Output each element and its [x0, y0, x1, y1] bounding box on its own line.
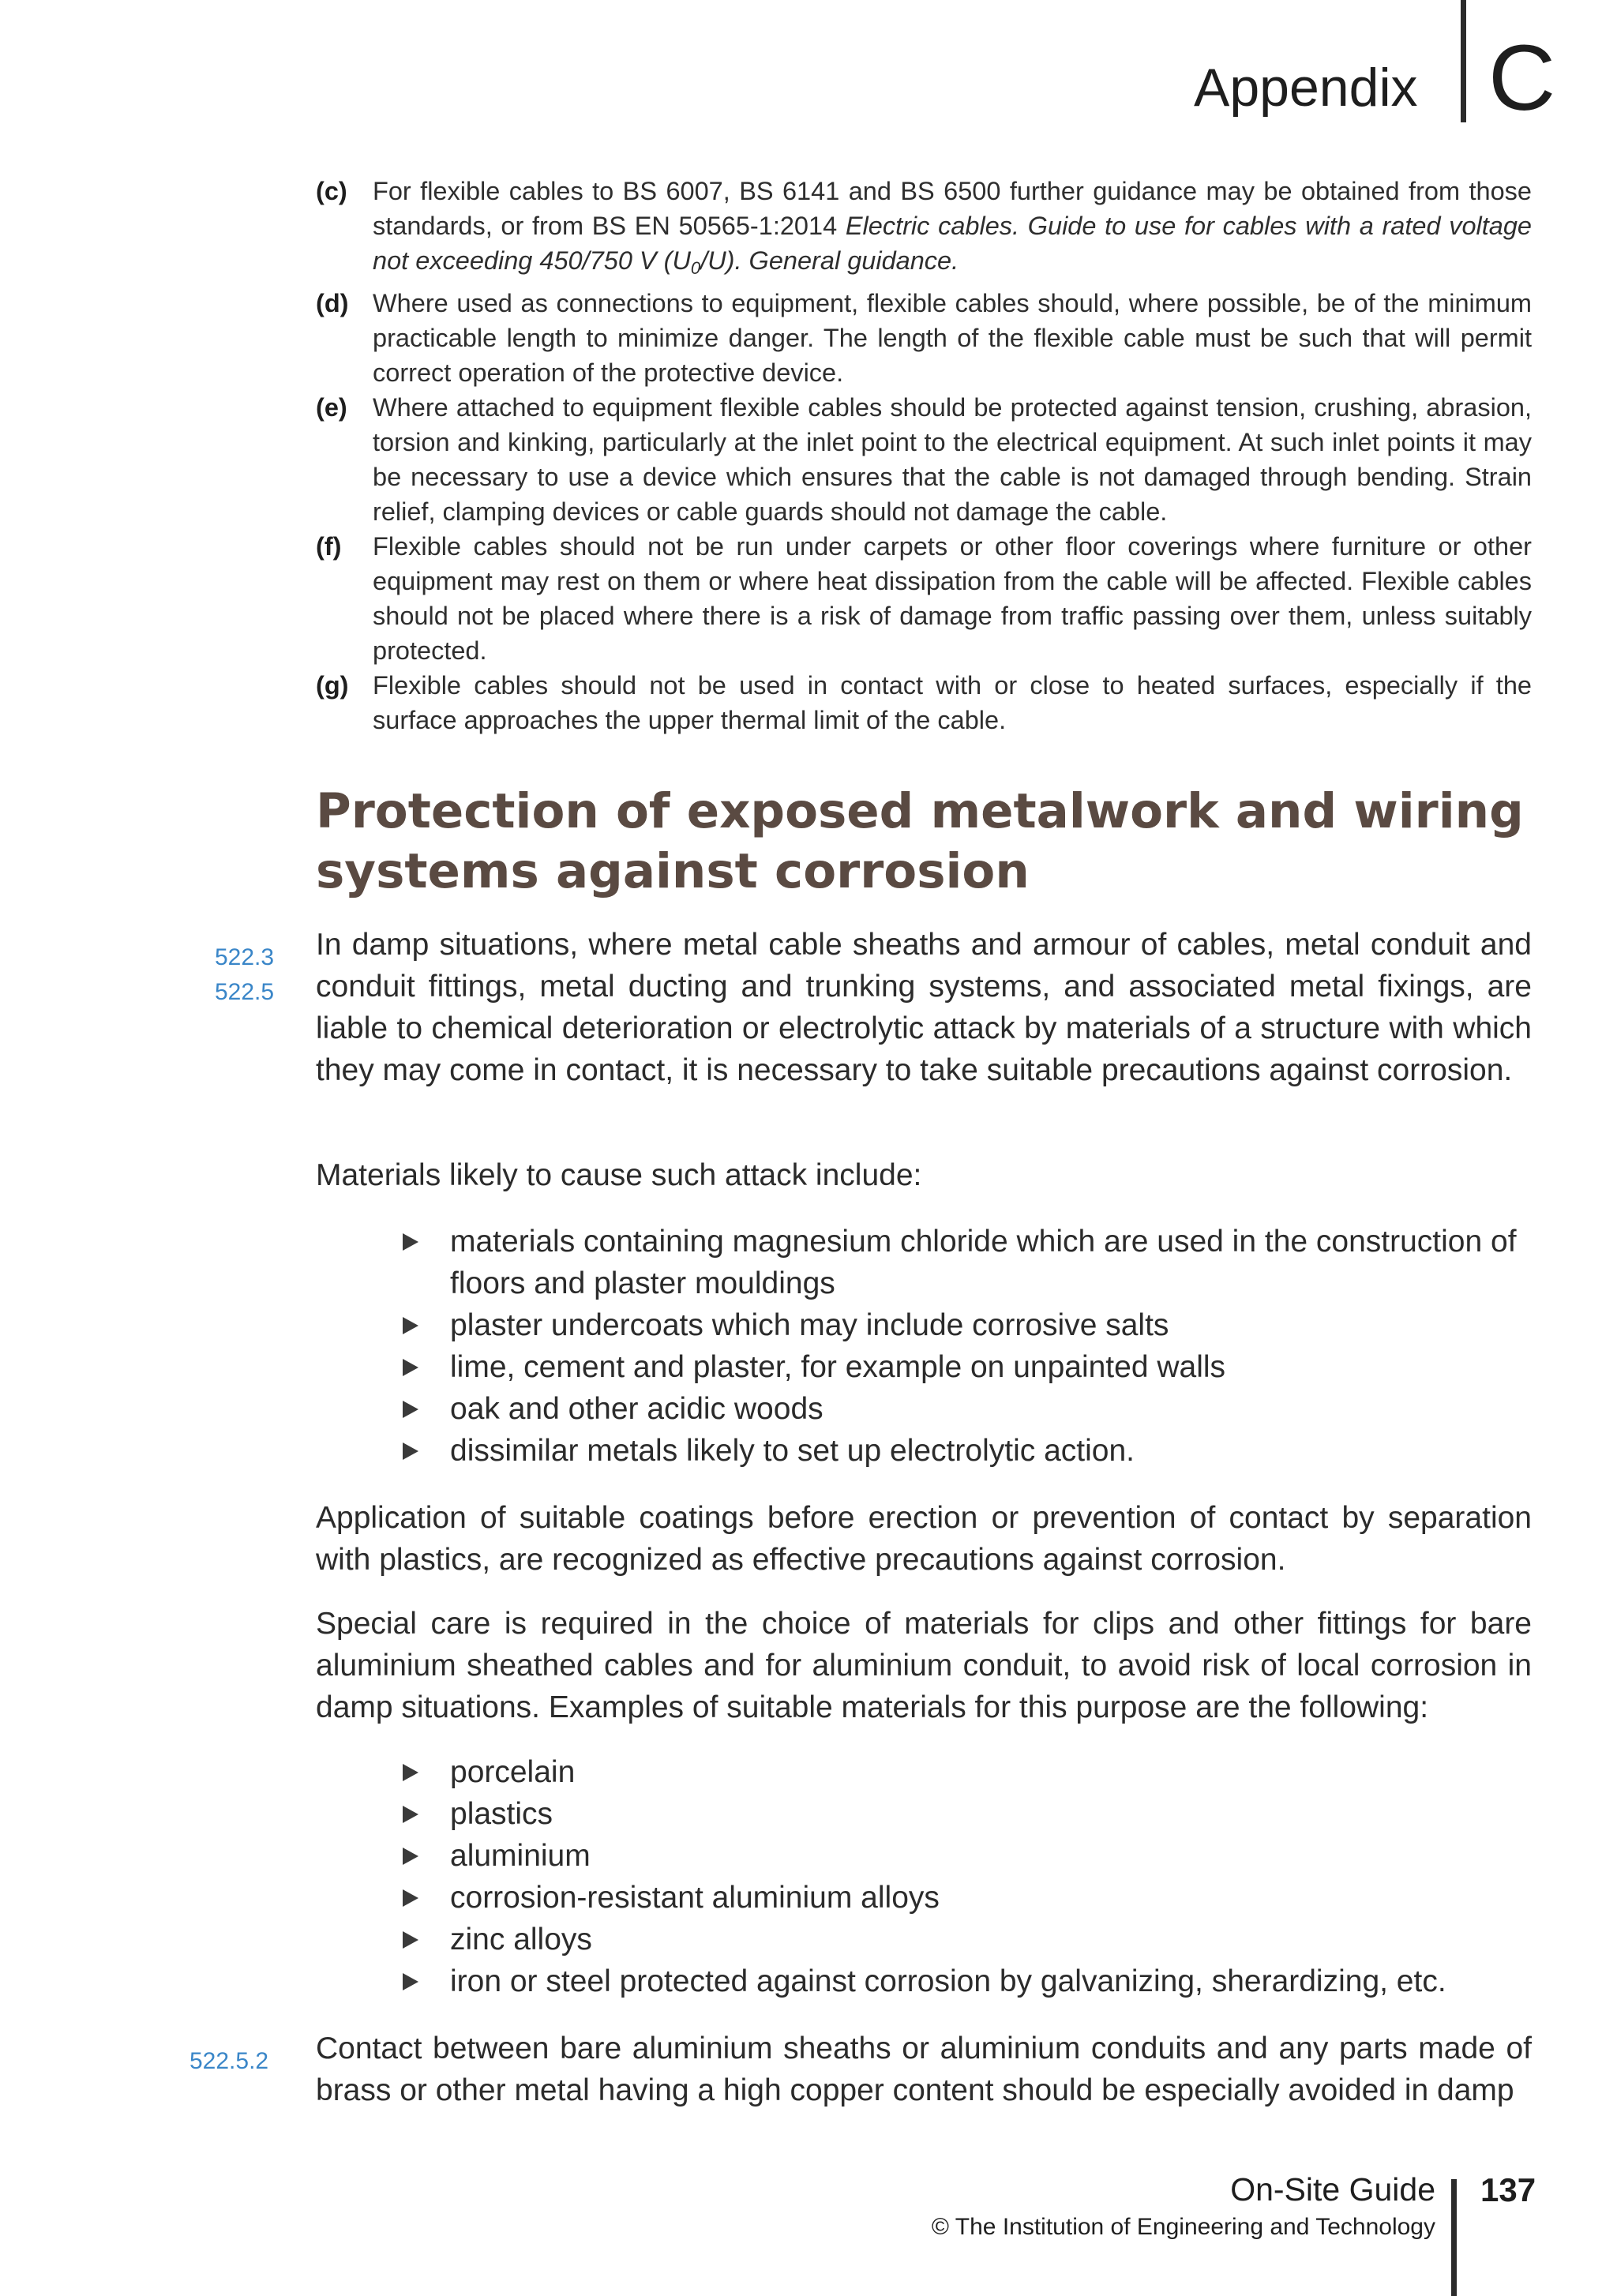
triangle-bullet-icon — [403, 1931, 418, 1949]
triangle-bullet-icon — [403, 1889, 418, 1907]
appendix-label: Appendix — [1194, 58, 1418, 118]
list-item-text: Flexible cables should not be run under carpets or other floor coverings where furniture or other equipment may rest on them or where heat dissipation from the cable will be affected. Flexible cables should not be placed where there is a risk of damage from traffic passing over them, unless suitably protected. — [373, 532, 1532, 665]
list-item-d — [316, 286, 1532, 390]
list-item: corrosion-resistant aluminium alloys — [403, 1877, 1540, 1919]
triangle-bullet-icon — [403, 1806, 418, 1823]
triangle-bullet-icon — [403, 1443, 418, 1460]
triangle-bullet-icon — [403, 1848, 418, 1865]
list-item: plastics — [403, 1793, 1540, 1835]
appendix-letter: C — [1488, 26, 1556, 130]
list-item-f — [316, 529, 1532, 668]
list-item: lime, cement and plaster, for example on unpainted walls — [403, 1346, 1540, 1388]
list-item: oak and other acidic woods — [403, 1388, 1540, 1430]
triangle-bullet-icon — [403, 1401, 418, 1418]
list-item-text: Flexible cables should not be used in contact with or close to heated surfaces, especially if the surface approaches the upper thermal limit of the cable. — [373, 671, 1532, 734]
paragraph-coatings: Application of suitable coatings before erection or prevention of contact by separation with plastics, are recognized as effective precautions against corrosion. — [316, 1501, 1532, 1577]
list-item-e — [316, 390, 1532, 529]
regulation-ref: 522.3 — [215, 944, 275, 970]
regulation-ref: 522.5 — [215, 979, 275, 1005]
footer-copyright: © The Institution of Engineering and Technology — [931, 2214, 1435, 2240]
list-marker: (d) — [316, 289, 349, 317]
list-marker: (f) — [316, 532, 342, 561]
list-marker: (g) — [316, 671, 349, 700]
subscript: 0 — [690, 258, 701, 278]
list-item: plaster undercoats which may include corrosive salts — [403, 1304, 1540, 1346]
regulation-ref: 522.5.2 — [189, 2048, 269, 2074]
header-divider — [1461, 0, 1466, 122]
paragraph-corrosion-intro: In damp situations, where metal cable sheaths and armour of cables, metal conduit and conduit fittings, metal ducting and trunking systems, and associated metal fixings, are liable to chemical deterioration or electrolytic attack by materials of a structure with which they may come in contact, it is necessary to take suitable precautions against corrosion. — [316, 928, 1532, 1087]
triangle-bullet-icon — [403, 1359, 418, 1376]
paragraph-contact-avoid: Contact between bare aluminium sheaths or aluminium conduits and any parts made of brass or other metal having a high copper content should be especially avoided in damp — [316, 2032, 1532, 2107]
bullet-list-attack-materials — [403, 1221, 1540, 1472]
list-item-text: Where attached to equipment flexible cables should be protected against tension, crushing, abrasion, torsion and kinking, particularly at the inlet point to the electrical equipment. At such inlet points it may be necessary to use a device which ensures that the cable is not damaged through bending. Strain relief, clamping devices or cable guards should not damage the cable. — [373, 393, 1532, 526]
list-item-g — [316, 668, 1532, 737]
bullet-list-suitable-materials — [403, 1751, 1540, 2002]
list-item: materials containing magnesium chloride which are used in the construction of floors and plaster mouldings — [403, 1221, 1540, 1304]
lettered-list — [316, 174, 1532, 737]
list-marker: (c) — [316, 177, 347, 205]
paragraph-aluminium-care: Special care is required in the choice of materials for clips and other fittings for bare aluminium sheathed cables and for aluminium conduit, to avoid risk of local corrosion in damp situations. Examples of suitable materials for this purpose are the following: — [316, 1607, 1532, 1724]
triangle-bullet-icon — [403, 1233, 418, 1251]
triangle-bullet-icon — [403, 1973, 418, 1990]
list-item-text: For flexible cables to BS 6007, BS 6141 and BS 6500 further guidance may be obtained from those standards, or from BS EN 50565-1:2014 — [373, 177, 1532, 240]
footer-book-title: On-Site Guide — [1230, 2171, 1435, 2208]
list-item: porcelain — [403, 1751, 1540, 1793]
list-item: aluminium — [403, 1835, 1540, 1877]
list-item: iron or steel protected against corrosion by galvanizing, sherardizing, etc. — [403, 1960, 1540, 2002]
standard-title-end: /U). General guidance. — [700, 246, 959, 275]
list-item-c — [316, 174, 1532, 286]
list-item: zinc alloys — [403, 1919, 1540, 1960]
triangle-bullet-icon — [403, 1317, 418, 1334]
standard-title: Electric cables. Guide to use for cables with a rated voltage not exceeding 450/750 V (U — [373, 212, 1533, 275]
list-item-text: Where used as connections to equipment, flexible cables should, where possible, be of the minimum practicable length to minimize danger. The length of the flexible cable must be such that will permit correct operation of the protective device. — [373, 289, 1532, 387]
section-heading: Protection of exposed metalwork and wiring systems against corrosion — [316, 783, 1524, 899]
paragraph-materials-lead: Materials likely to cause such attack include: — [316, 1158, 922, 1192]
triangle-bullet-icon — [403, 1764, 418, 1781]
list-marker: (e) — [316, 393, 347, 422]
list-item: dissimilar metals likely to set up electrolytic action. — [403, 1430, 1540, 1472]
page-number: 137 — [1480, 2171, 1536, 2208]
footer-divider — [1451, 2179, 1457, 2296]
